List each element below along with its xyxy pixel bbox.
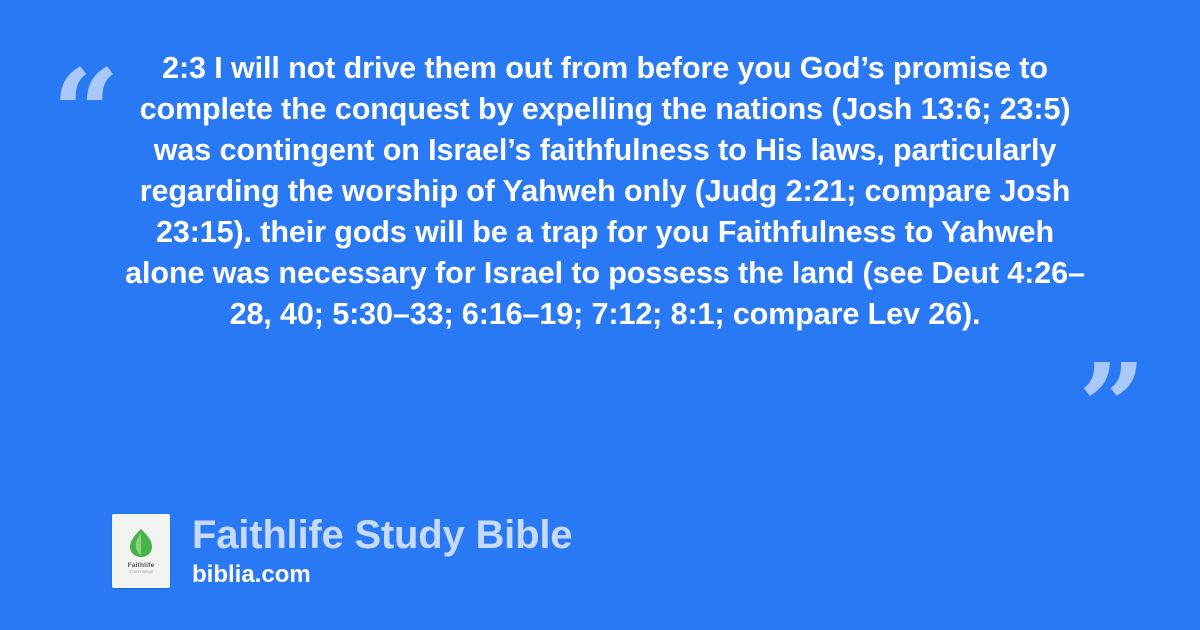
quote-block bbox=[50, 43, 1150, 476]
brand-url[interactable]: biblia.com bbox=[192, 561, 311, 588]
quote-open-icon: “ bbox=[52, 43, 120, 182]
brand-title: Faithlife Study Bible bbox=[192, 513, 573, 557]
leaf-flame-icon bbox=[128, 528, 154, 558]
faithlife-logo bbox=[112, 514, 170, 588]
quote-close-icon: ” bbox=[1078, 337, 1146, 476]
footer-branding bbox=[112, 512, 572, 590]
brand-text bbox=[192, 512, 572, 590]
logo-subtext: STUDY BIBLE bbox=[128, 570, 154, 574]
logo-wordmark: Faithlife bbox=[127, 562, 155, 569]
quote-text: 2:3 I will not drive them out from before you God’s promise to complete the conquest by expelling the nations (Josh 13:6; 23:5) was contingent on Israel’s faithfulness to His laws, particularly regarding the worship of Yahweh only (Judg 2:21; compare Josh 23:15). their gods will be a trap for you Faithfulness to Yahweh alone was necessary for Israel to possess the land (see Deut 4:26–28, 40; 5:30–33; 6:16–19; 7:12; 8:1; compare Lev 26). bbox=[125, 51, 1085, 331]
